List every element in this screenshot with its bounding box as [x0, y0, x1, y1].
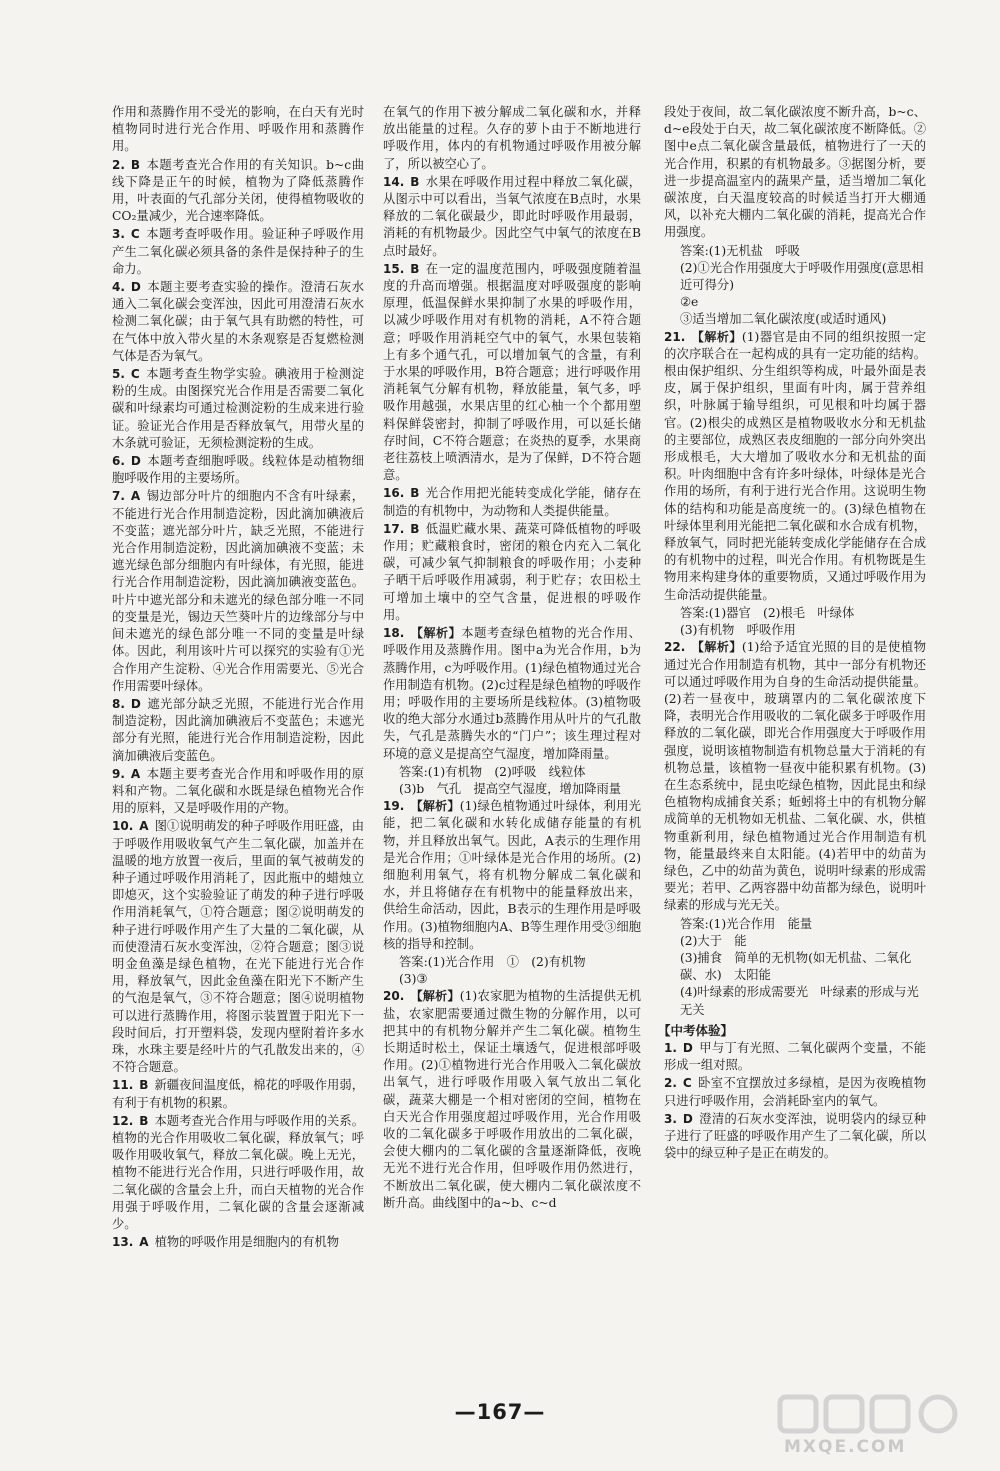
- question-number: 13.: [112, 1235, 134, 1250]
- answer-block: [399, 764, 641, 798]
- question-explanation: [664, 104, 926, 242]
- question-explanation: [383, 485, 641, 519]
- question-number: 2.: [112, 157, 125, 172]
- question-number: 20.: [383, 989, 405, 1004]
- explanation-text: 在一定的温度范围内，呼吸强度随着温度的升高而增强。根据温度对呼吸强度的影响原理，低温保鲜水果抑制了水果的呼吸作用，以减少呼吸作用对有机物的消耗，A不符合题意；呼吸作用消耗空气中的氧气，水果包装箱上有多个通气孔，可以增加氧气的含量，有利于水果的呼吸作用，B符合题意；进行呼吸作用消耗氧气分解有机物，释放能量，氧气多，呼吸作用越强，水果店里的红心柚一个个都用塑料保鲜袋密封，抑制了呼吸作用，可以延长储存时间，C不符合题意；在炎热的夏季，水果商老往荔枝上喷洒清水，是为了保鲜，D不符合题意。: [383, 261, 641, 483]
- question-explanation: [112, 696, 364, 765]
- question-number: 3.: [112, 227, 125, 242]
- question-explanation: [664, 1040, 926, 1074]
- explanation-text: 本题考查生物学实验。碘液用于检测淀粉的生成。由图探究光合作用是否需要二氧化碳和叶绿素均可通过检测淀粉的生成来进行验证。验证光合作用是否释放氧气，用带火星的木条就可验证，无须检测淀粉的生成。: [112, 367, 364, 450]
- question-explanation: [664, 1111, 926, 1163]
- explanation-text: 植物的呼吸作用是细胞内的有机物: [154, 1235, 340, 1250]
- question-number: 11.: [112, 1078, 134, 1093]
- section-heading: 【中考体验】: [658, 1022, 734, 1038]
- question-explanation: [112, 1113, 364, 1233]
- column-right: [658, 104, 926, 1163]
- explanation-text: (1)绿色植物通过叶绿体，利用光能，把二氧化碳和水转化成储存能量的有机物，并且释放出氧气。因此，A表示的生理作用是光合作用；①叶绿体是光合作用的场所。(2)细胞利用氧气，将有机物分解成二氧化碳和水，并且将储存在有机物中的能量释放出来，供给生命活动，因此，B表示的生理作用是呼吸作用。(3)植物细胞内A、B等生理作用受③细胞核的指导和控制。: [383, 799, 641, 951]
- question-number: 19.: [383, 799, 405, 814]
- question-number: 2.: [664, 1076, 677, 1091]
- question-number: 1.: [664, 1040, 677, 1055]
- explanation-text: 卧室不宜摆放过多绿植，是因为夜晚植物只进行呼吸作用，会消耗卧室内的氧气。: [664, 1076, 926, 1108]
- question-explanation: [664, 1075, 926, 1109]
- answer-choice: B: [410, 521, 420, 536]
- explanation-text: 遮光部分缺乏光照，不能进行光合作用制造淀粉，因此滴加碘液后不变蓝色；未遮光部分有光照，能进行光合作用制造淀粉，因此滴加碘液后变蓝色。: [112, 696, 364, 763]
- question-number: 3.: [664, 1111, 677, 1126]
- watermark-logo: [770, 1393, 970, 1457]
- question-explanation: [112, 488, 364, 694]
- question-number: 10.: [112, 819, 134, 834]
- explanation-text: 低温贮藏水果、蔬菜可降低植物的呼吸作用；贮藏粮食时，密闭的粮仓内充入二氧化碳，可减少氧气抑制粮食的呼吸作用；小麦种子晒干后呼吸作用减弱，利于贮存；农田松土可增加土壤中的空气含量，促进根的呼吸作用。: [383, 521, 641, 622]
- answer-choice: D: [682, 1040, 693, 1055]
- answer-choice: D: [130, 280, 141, 295]
- explanation-text: 段处于夜间，故二氧化碳浓度不断升高，b~c、d~e段处于白天，故二氧化碳浓度不断降低。②图中e点二氧化碳含量最低，植物进行了一天的光合作用，积累的有机物最多。③据图分析，要进一步提高温室内的蔬果产量，适当增加二氧化碳浓度，白天温度较高的时候适当打开大棚通风，以补充大棚内二氧化碳的消耗，提高光合作用强度。: [664, 105, 926, 240]
- question-explanation: [112, 279, 364, 365]
- explanation-text: 本题考查光合作用与呼吸作用的关系。植物的光合作用吸收二氧化碳，释放氧气；呼吸作用吸收氧气，释放二氧化碳。晚上无光，植物不能进行光合作用，只进行呼吸作用，故二氧化碳的含量会上升，而白天植物的光合作用强于呼吸作用，二氧化碳的含量会逐渐减少。: [112, 1113, 364, 1231]
- answer-line: (4)叶绿素的形成需要光 叶绿素的形成与光无关: [680, 985, 919, 1017]
- question-explanation: [112, 366, 364, 452]
- answer-line: ③适当增加二氧化碳浓度(或适时通风): [680, 312, 887, 327]
- question-number: 4.: [112, 280, 125, 295]
- answer-choice: B: [410, 174, 420, 189]
- question-number: 17.: [383, 521, 405, 536]
- answer-choice: C: [130, 227, 140, 242]
- answer-choice: B: [139, 1113, 149, 1128]
- analysis-tag: 【解析】: [691, 640, 742, 655]
- answer-line: (2)大于 能: [680, 933, 747, 948]
- answer-block: [680, 916, 926, 1019]
- question-number: 15.: [383, 261, 405, 276]
- watermark-text: MXQE.COM: [784, 1437, 907, 1457]
- answer-choice: A: [139, 819, 149, 834]
- question-explanation: [112, 818, 364, 1076]
- question-explanation: [383, 521, 641, 624]
- question-explanation: [383, 261, 641, 485]
- explanation-text: 水果在呼吸作用过程中释放二氧化碳，从图示中可以看出，当氧气浓度在B点时，水果释放的二氧化碳最少，即此时呼吸作用最弱，消耗的有机物最少。因此空气中氧气的浓度在B点时最好。: [383, 174, 641, 258]
- answer-choice: D: [130, 696, 141, 711]
- question-number: 18.: [383, 626, 405, 641]
- explanation-text: (1)农家肥为植物的生活提供无机盐，农家肥需要通过微生物的分解作用，以可把其中的有机物分解并产生二氧化碳。植物生长期适时松土，保证土壤透气，促进根部呼吸作用。(2)①植物进行光合作用吸入二氧化碳放出氧气，进行呼吸作用吸入氧气放出二氧化碳，蔬菜大棚是一个相对密闭的空间，植物在白天光合作用强度超过呼吸作用，光合作用吸收的二氧化碳多于呼吸作用放出的二氧化碳，会使大棚内的二氧化碳的含量逐渐降低，夜晚无光不进行光合作用，但呼吸作用仍然进行，不断放出二氧化碳，使大棚内二氧化碳浓度不断升高。曲线图中的a~b、c~d: [383, 989, 641, 1210]
- explanation-text: 本题考查绿色植物的光合作用、呼吸作用及蒸腾作用。图中a为光合作用，b为蒸腾作用，c为呼吸作用。(1)绿色植物通过光合作用制造有机物。(2)c过程是绿色植物的呼吸作用；呼吸作用的主要场所是线粒体。(3)植物吸收的绝大部分水通过b蒸腾作用从叶片的气孔散失，气孔是蒸腾失水的“门户”；该生理过程对环境的意义是提高空气湿度，增加降雨量。: [383, 626, 641, 761]
- answer-line: 答案:(1)器官 (2)根毛 叶绿体: [680, 605, 855, 620]
- column-middle: [383, 104, 641, 1213]
- explanation-text: 图①说明萌发的种子呼吸作用旺盛，由于呼吸作用吸收氧气产生二氧化碳，加盖并在温暖的地方放置一夜后，里面的氧气被萌发的种子通过呼吸作用消耗了，因此瓶中的蜡烛立即熄灭，这个实验验证了萌发的种子进行呼吸作用消耗氧气，①符合题意；图②说明萌发的种子进行呼吸作用产生了大量的二氧化碳，从而使澄清石灰水变浑浊，②符合题意；图③说明金鱼藻是绿色植物，在光下能进行光合作用，释放氧气，因此金鱼藻在阳光下不断产生的气泡是氧气，③不符合题意；图④说明植物可以进行蒸腾作用，将图示装置置于阳光下一段时间后，打开塑料袋，发现内壁附着许多水珠，水珠主要是经叶片的气孔散发出来的，④不符合题意。: [112, 819, 364, 1075]
- question-number: 21.: [664, 329, 686, 344]
- answer-line: 答案:(1)光合作用 ① (2)有机物: [399, 954, 586, 969]
- question-number: 7.: [112, 489, 125, 504]
- question-number: 5.: [112, 367, 125, 382]
- question-number: 22.: [664, 640, 686, 655]
- answer-choice: C: [130, 367, 140, 382]
- answer-line: ②e: [680, 295, 699, 310]
- question-number: 8.: [112, 696, 125, 711]
- explanation-text: 光合作用把光能转变成化学能，储存在制造的有机物中，为动物和人类提供能量。: [383, 486, 641, 518]
- question-number: 12.: [112, 1113, 134, 1128]
- column-left: [112, 104, 364, 1252]
- analysis-tag: 【解析】: [410, 989, 460, 1004]
- explanation-text: (1)给予适宜光照的目的是使植物通过光合作用制造有机物，其中一部分有机物还可以通过呼吸作用为自身的生命活动提供能量。(2)若一昼夜中，玻璃罩内的二氧化碳浓度下降，表明光合作用吸收的二氧化碳多于呼吸作用释放的二氧化碳，即光合作用强度大于呼吸作用强度，说明该植物制造有机物总量大于消耗的有机物总量，该植物一昼夜中能积累有机物。(3)在生态系统中，昆虫吃绿色植物，因此昆虫和绿色植物构成捕食关系；蚯蚓将土中的有机物分解成简单的无机物如无机盐、二氧化碳、水，供植物重新利用，绿色植物通过光合作用制造有机物，能量最终来自太阳能。(4)若甲中的幼苗为绿色，乙中的幼苗为黄色，说明叶绿素的形成需要光；若甲、乙两容器中幼苗都为绿色，说明叶绿素的形成与光无关。: [664, 640, 926, 913]
- explanation-text: 本题主要考查实验的操作。澄清石灰水通入二氧化碳会变浑浊，因此可用澄清石灰水检测二氧化碳；由于氧气具有助燃的特性，可在气体中放入带火星的木条观察是否复燃检测气体是否为氧气。: [112, 280, 364, 363]
- explanation-text: 作用和蒸腾作用不受光的影响，在白天有光时植物同时进行光合作用、呼吸作用和蒸腾作用。: [112, 105, 364, 154]
- analysis-tag: 【解析】: [691, 329, 742, 344]
- explanation-text: 本题主要考查光合作用和呼吸作用的原料和产物。二氧化碳和水既是绿色植物光合作用的原料，又是呼吸作用的产物。: [112, 766, 364, 816]
- question-number: 14.: [383, 174, 405, 189]
- page-number: —167—: [454, 1400, 546, 1424]
- analysis-tag: 【解析】: [410, 799, 460, 814]
- question-explanation: [112, 1077, 364, 1111]
- explanation-text: 本题考查细胞呼吸。线粒体是动植物细胞呼吸作用的主要场所。: [112, 454, 364, 486]
- explanation-text: 甲与丁有光照、二氧化碳两个变量，不能形成一组对照。: [664, 1040, 926, 1073]
- explanation-text: 澄清的石灰水变浑浊，说明袋内的绿豆种子进行了旺盛的呼吸作用产生了二氧化碳，所以袋中的绿豆种子是正在萌发的。: [664, 1111, 926, 1161]
- answer-choice: A: [130, 766, 141, 781]
- explanation-text: 新疆夜间温度低，棉花的呼吸作用弱，有利于有机物的积累。: [112, 1078, 364, 1110]
- answer-choice: B: [410, 486, 420, 501]
- question-explanation: [383, 174, 641, 260]
- answer-choice: D: [682, 1111, 693, 1126]
- question-explanation: [383, 104, 641, 173]
- question-number: 9.: [112, 766, 125, 781]
- answer-line: (3)③: [399, 972, 428, 987]
- answer-line: (3)b 气孔 提高空气湿度，增加降雨量: [399, 781, 622, 796]
- question-explanation: [664, 639, 926, 914]
- question-explanation: [112, 157, 364, 226]
- explanation-text: 本题考查呼吸作用。验证种子呼吸作用产生二氧化碳必须具备的条件是保持种子的生命力。: [112, 227, 364, 276]
- answer-line: (2)①光合作用强度大于呼吸作用强度(意思相近可得分): [680, 260, 924, 293]
- question-explanation: [112, 104, 364, 156]
- explanation-text: 本题考查光合作用的有关知识。b~c曲线下降是正午的时候，植物为了降低蒸腾作用，叶表面的气孔部分关闭，使得植物吸收的CO₂量减少，光合速率降低。: [112, 157, 364, 224]
- answer-choice: D: [130, 454, 141, 469]
- analysis-tag: 【解析】: [410, 626, 462, 641]
- question-explanation: [112, 453, 364, 487]
- answer-choice: B: [410, 261, 420, 276]
- explanation-text: 在氧气的作用下被分解成二氧化碳和水，并释放出能量的过程。久存的萝卜由于不断地进行呼吸作用，体内的有机物通过呼吸作用被分解了，所以被空心了。: [383, 105, 641, 171]
- explanation-text: (1)器官是由不同的组织按照一定的次序联合在一起构成的具有一定功能的结构。根由保护组织、分生组织等构成，叶最外面是表皮，属于保护组织，里面有叶肉，属于营养组织，叶脉属于输导组织，可见根和叶均属于器官。(2)根尖的成熟区是植物吸收水分和无机盐的主要部位，成熟区表皮细胞的一部分向外突出形成根毛，大大增加了吸收水分和无机盐的面积。叶肉细胞中含有许多叶绿体，叶绿体是光合作用的场所，有利于进行光合作用。这说明生物体的结构和功能是高度统一的。(3)绿色植物在叶绿体里利用光能把二氧化碳和水合成有机物，释放氧气，同时把光能转变成化学能储存在合成的有机物中的过程，叫光合作用。有机物既是生物用来构建身体的重要物质，又通过呼吸作用为生命活动提供能量。: [664, 329, 926, 602]
- answer-block: [680, 605, 926, 639]
- explanation-text: 锡边部分叶片的细胞内不含有叶绿素，不能进行光合作用制造淀粉，因此滴加碘液后不变蓝；遮光部分叶片，缺乏光照，不能进行光合作用制造淀粉，因此滴加碘液不变蓝；未遮光绿色部分细胞内有叶绿体，有光照，能进行光合作用制造淀粉，因此滴加碘液变蓝色。叶片中遮光部分和未遮光的绿色部分唯一不同的变量是光，锡边天竺葵叶片的边缘部分与中间未遮光的绿色部分唯一不同的变量是叶绿体。因此，利用该叶片可以探究的实验有①光合作用产生淀粉、④光合作用需要光、⑤光合作用需要叶绿体。: [112, 489, 364, 693]
- answer-choice: A: [130, 489, 141, 504]
- answer-choice: B: [139, 1078, 149, 1093]
- answer-line: 答案:(1)光合作用 能量: [680, 916, 813, 931]
- question-explanation: [112, 766, 364, 818]
- answer-block: [680, 243, 926, 329]
- question-explanation: [383, 988, 641, 1212]
- question-explanation: [112, 1234, 364, 1251]
- answer-choice: B: [130, 157, 141, 172]
- question-explanation: [383, 625, 641, 763]
- question-explanation: [383, 798, 641, 953]
- answer-line: 答案:(1)有机物 (2)呼吸 线粒体: [399, 764, 586, 779]
- question-number: 6.: [112, 454, 125, 469]
- answer-line: (3)有机物 呼吸作用: [680, 623, 796, 638]
- answer-block: [399, 954, 641, 988]
- answer-line: (3)捕食 简单的无机物(如无机盐、二氧化碳、水) 太阳能: [680, 950, 912, 983]
- answer-line: 答案:(1)无机盐 呼吸: [680, 243, 800, 258]
- answer-choice: A: [139, 1235, 149, 1250]
- question-explanation: [112, 226, 364, 278]
- answer-choice: C: [682, 1076, 692, 1091]
- question-explanation: [664, 329, 926, 604]
- question-number: 16.: [383, 486, 405, 501]
